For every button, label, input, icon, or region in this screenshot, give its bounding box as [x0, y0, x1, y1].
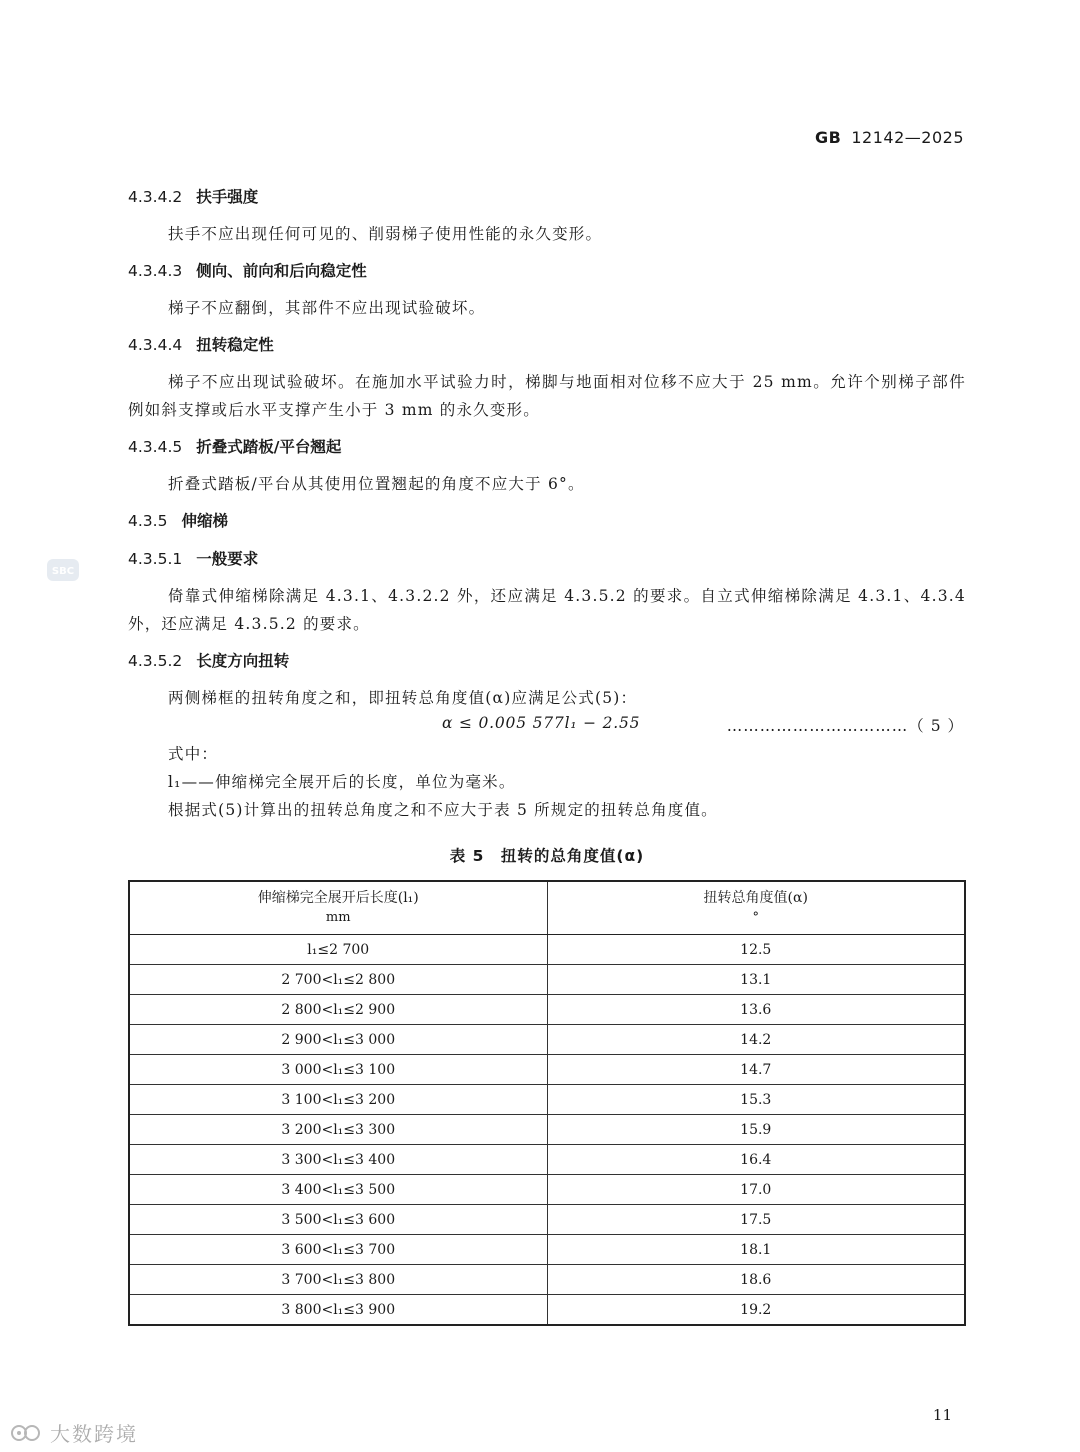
length-cell: 3 200<l₁≤3 300 — [129, 1115, 547, 1145]
formula-5: α ≤ 0.005 577l₁ − 2.55 — [442, 714, 641, 732]
brand-name: 大数跨境 — [50, 1422, 138, 1446]
table-row — [129, 995, 965, 1025]
after-formula-text: 根据式(5)计算出的扭转总角度之和不应大于表 5 所规定的扭转总角度值。 — [168, 801, 718, 819]
section-title: 侧向、前向和后向稳定性 — [196, 262, 367, 280]
length-cell: 2 900<l₁≤3 000 — [129, 1025, 547, 1055]
table-row — [129, 1025, 965, 1055]
document-body — [128, 186, 966, 1326]
length-cell: 3 100<l₁≤3 200 — [129, 1085, 547, 1115]
section-text-4-3-5-1: 倚靠式伸缩梯除满足 4.3.1、4.3.2.2 外，还应满足 4.3.5.2 的要求。自立式伸缩梯除满足 4.3.1、4.3.4 外，还应满足 4.3.5.2 的要求。 — [128, 587, 966, 633]
section-title: 一般要求 — [196, 550, 259, 568]
table-row — [129, 1055, 965, 1085]
section-number: 4.3.5.2 — [128, 652, 183, 670]
section-heading-4-3-5-2 — [128, 650, 966, 672]
table-row — [129, 1085, 965, 1115]
angle-cell: 17.0 — [547, 1175, 965, 1205]
section-number: 4.3.4.3 — [128, 262, 183, 280]
table-header-row — [129, 881, 965, 935]
section-title: 扭转稳定性 — [196, 336, 274, 354]
angle-cell: 19.2 — [547, 1295, 965, 1326]
angle-cell: 15.9 — [547, 1115, 965, 1145]
angle-cell: 18.1 — [547, 1235, 965, 1265]
section-heading-4-3-4-4 — [128, 334, 966, 356]
section-heading-4-3-5-1 — [128, 548, 966, 570]
section-number: 4.3.4.4 — [128, 336, 183, 354]
section-title: 伸缩梯 — [181, 512, 228, 530]
section-title: 长度方向扭转 — [196, 652, 290, 670]
angle-cell: 18.6 — [547, 1265, 965, 1295]
table-row — [129, 1205, 965, 1235]
length-cell: l₁≤2 700 — [129, 935, 547, 965]
angle-cell: 16.4 — [547, 1145, 965, 1175]
length-cell: 3 800<l₁≤3 900 — [129, 1295, 547, 1326]
angle-cell: 15.3 — [547, 1085, 965, 1115]
section-text-4-3-4-2: 扶手不应出现任何可见的、削弱梯子使用性能的永久变形。 — [168, 225, 603, 243]
section-number: 4.3.4.2 — [128, 188, 183, 206]
table-row — [129, 1235, 965, 1265]
angle-cell: 14.2 — [547, 1025, 965, 1055]
table-row — [129, 965, 965, 995]
page-number: 11 — [932, 1406, 952, 1424]
header-length-label: 伸缩梯完全展开后长度(l₁) — [257, 890, 419, 906]
section-text-4-3-4-4: 梯子不应出现试验破坏。在施加水平试验力时，梯脚与地面相对位移不应大于 25 mm。允许个别梯子部件例如斜支撑或后水平支撑产生小于 3 mm 的永久变形。 — [128, 373, 966, 419]
length-cell: 3 600<l₁≤3 700 — [129, 1235, 547, 1265]
angle-cell: 13.6 — [547, 995, 965, 1025]
angle-cell: 13.1 — [547, 965, 965, 995]
table-row — [129, 1115, 965, 1145]
angle-cell: 17.5 — [547, 1205, 965, 1235]
table-row — [129, 1295, 965, 1326]
table-title: 表 5 扭转的总角度值(α) — [449, 847, 645, 865]
table-header-length — [129, 881, 547, 935]
standard-code — [815, 128, 964, 147]
section-heading-4-3-4-2 — [128, 186, 966, 208]
length-cell: 2 800<l₁≤2 900 — [129, 995, 547, 1025]
brand-logo-icon — [10, 1420, 44, 1446]
angle-cell: 12.5 — [547, 935, 965, 965]
section-number: 4.3.4.5 — [128, 438, 183, 456]
section-heading-4-3-4-5 — [128, 436, 966, 458]
section-text-4-3-4-5: 折叠式踏板/平台从其使用位置翘起的角度不应大于 6°。 — [168, 475, 585, 493]
section-text-4-3-5-2: 两侧梯框的扭转角度之和，即扭转总角度值(α)应满足公式(5)： — [168, 689, 638, 707]
formula-line — [128, 712, 966, 740]
table-row — [129, 1175, 965, 1205]
section-text-4-3-4-3: 梯子不应翻倒，其部件不应出现试验破坏。 — [168, 299, 486, 317]
standard-number: 12142—2025 — [851, 128, 964, 147]
header-angle-unit: ° — [752, 910, 759, 925]
length-cell: 2 700<l₁≤2 800 — [129, 965, 547, 995]
length-cell: 3 300<l₁≤3 400 — [129, 1145, 547, 1175]
angle-cell: 14.7 — [547, 1055, 965, 1085]
formula-number: ……………………………（ 5 ） — [726, 717, 964, 735]
sbc-watermark-icon — [46, 556, 80, 584]
section-number: 4.3.5.1 — [128, 550, 183, 568]
standard-prefix: GB — [815, 128, 842, 147]
where-label: 式中： — [168, 745, 219, 763]
length-cell: 3 500<l₁≤3 600 — [129, 1205, 547, 1235]
brand-watermark — [10, 1418, 138, 1447]
section-number: 4.3.5 — [128, 512, 168, 530]
sbc-watermark-text: SBC — [51, 566, 75, 577]
length-cell: 3 700<l₁≤3 800 — [129, 1265, 547, 1295]
section-title: 扶手强度 — [196, 188, 259, 206]
table-row — [129, 935, 965, 965]
where-item: l₁——伸缩梯完全展开后的长度，单位为毫米。 — [168, 773, 516, 791]
header-angle-label: 扭转总角度值(α) — [703, 890, 808, 906]
table-row — [129, 1145, 965, 1175]
torsion-angle-table — [128, 880, 966, 1326]
section-title: 折叠式踏板/平台翘起 — [196, 438, 342, 456]
section-heading-4-3-5 — [128, 510, 966, 532]
header-length-unit: mm — [325, 910, 351, 925]
table-row — [129, 1265, 965, 1295]
length-cell: 3 400<l₁≤3 500 — [129, 1175, 547, 1205]
section-heading-4-3-4-3 — [128, 260, 966, 282]
length-cell: 3 000<l₁≤3 100 — [129, 1055, 547, 1085]
table-header-angle — [547, 881, 965, 935]
